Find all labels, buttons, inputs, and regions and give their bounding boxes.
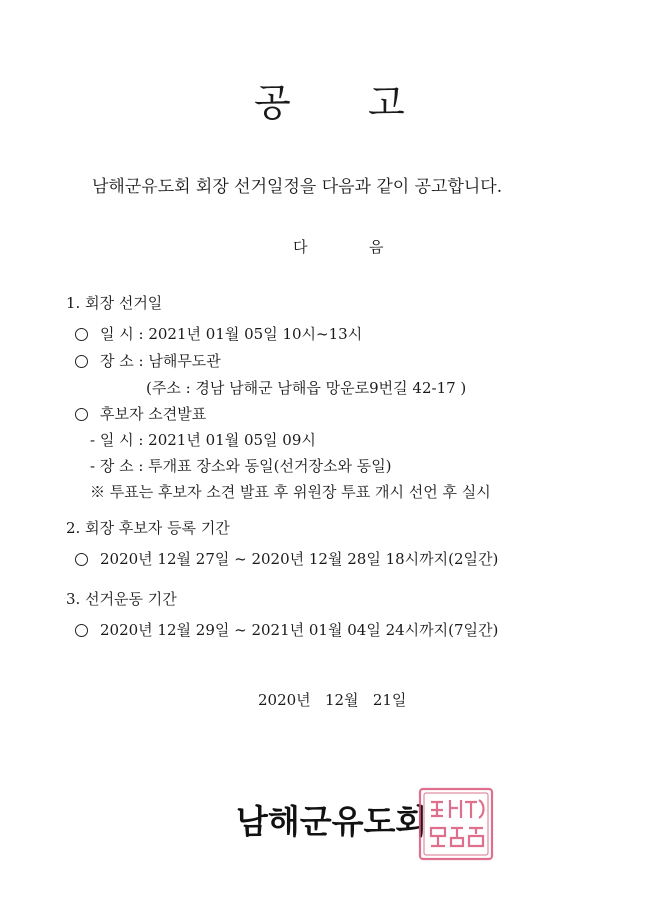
- speech-datetime: - 일 시 : 2021년 01월 05일 09시: [90, 431, 316, 449]
- section1-place: [75, 350, 221, 371]
- section2-heading: 2. 회장 후보자 등록 기간: [66, 519, 230, 537]
- circle-bullet-icon: [75, 624, 88, 637]
- circle-bullet-icon: [75, 553, 88, 566]
- title-char-1: 공: [254, 81, 291, 125]
- section2-period: [75, 548, 498, 569]
- section2-period-text: 2020년 12월 27일 ~ 2020년 12월 28일 18시까지(2일간): [100, 550, 499, 568]
- announcement-intro: 남해군유도회 회장 선거일정을 다음과 같이 공고합니다.: [92, 177, 503, 197]
- section1-datetime: [75, 323, 362, 344]
- speech-heading-text: 후보자 소견발표: [100, 405, 207, 423]
- da-um-char-1: 다: [293, 238, 308, 256]
- section1-place-text: 장 소 : 남해무도관: [100, 352, 221, 370]
- section3-period: [75, 619, 498, 640]
- section3-heading: 3. 선거운동 기간: [66, 590, 177, 608]
- section1-heading: 1. 회장 선거일: [66, 294, 163, 312]
- voting-note: ※ 투표는 후보자 소견 발표 후 위원장 투표 개시 선언 후 실시: [90, 483, 491, 501]
- speech-place: - 장 소 : 투개표 장소와 동일(선거장소와 동일): [90, 457, 392, 475]
- da-um-char-2: 음: [369, 238, 384, 256]
- section1-datetime-text: 일 시 : 2021년 01월 05일 10시~13시: [100, 325, 363, 343]
- section3-period-text: 2020년 12월 29일 ~ 2021년 01월 04일 24시까지(7일간): [100, 621, 499, 639]
- circle-bullet-icon: [75, 355, 88, 368]
- section1-address: (주소 : 경남 남해군 남해읍 망운로9번길 42-17 ): [146, 379, 467, 397]
- organization-name: 남해군유도회: [236, 802, 428, 841]
- section1-speech-heading: [75, 403, 206, 424]
- circle-bullet-icon: [75, 408, 88, 421]
- official-seal-stamp-icon: [417, 786, 495, 862]
- circle-bullet-icon: [75, 328, 88, 341]
- title-char-2: 고: [368, 81, 405, 125]
- announcement-date: 2020년 12월 21일: [258, 691, 407, 709]
